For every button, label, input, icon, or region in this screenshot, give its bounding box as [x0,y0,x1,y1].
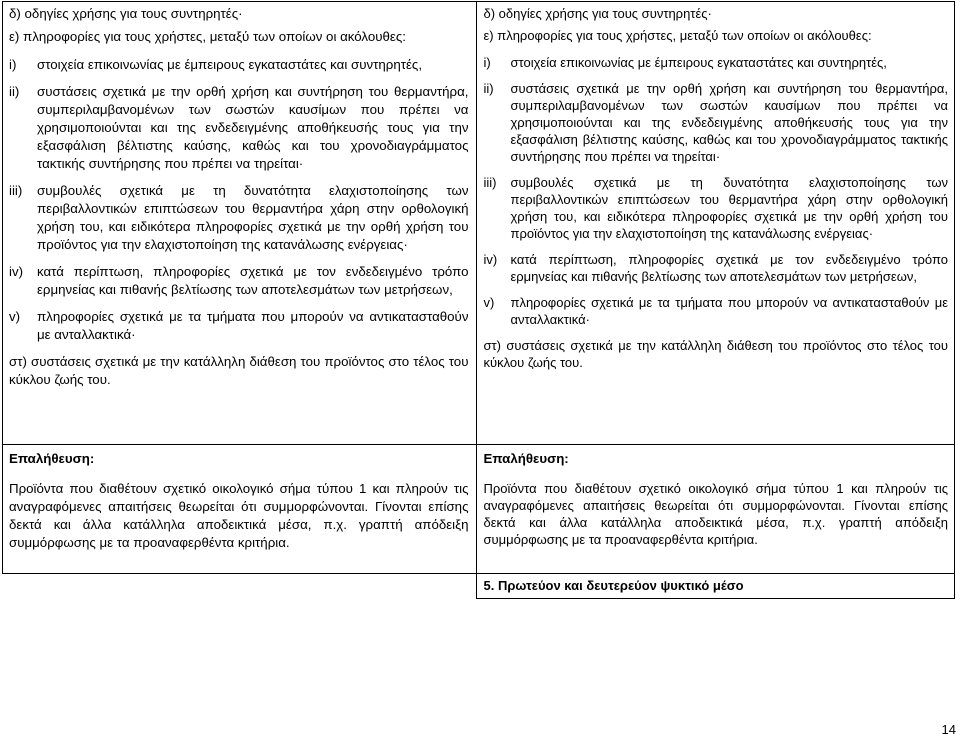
empty-cell [3,574,477,599]
left-subitem: i) στοιχεία επικοινωνίας με έμπειρους εγκαταστάτες και συντηρητές, [9,57,423,72]
right-item-d: δ) οδηγίες χρήσης για τους συντηρητές· [483,6,712,21]
section-title-cell [477,574,955,599]
right-subitem: i) στοιχεία επικοινωνίας με έμπειρους εγκαταστάτες και συντηρητές, [483,55,887,70]
left-item-e: ε) πληροφορίες για τους χρήστες, μεταξύ των οποίων οι ακόλουθες: [9,29,406,44]
left-subitem: v) πληροφορίες σχετικά με τα τμήματα που μπορούν να αντικατασταθούν με ανταλλακτικά· [9,309,469,342]
left-subitem: ii) συστάσεις σχετικά με την ορθή χρήση και συντήρηση του θερμαντήρα, συμπεριλαμβανομένων των σωστών καυσίμων που πρέπει να χρησιμοποιούνται και της ενδεδειγμένης αποθήκευσής τους για την εξασφάλιση βέλτιστης καύσης, καθώς και του χρονοδιαγράμματος τακτικής συντήρησης που πρέπει να τηρείται· [9,84,469,171]
right-item-e: ε) πληροφορίες για τους χρήστες, μεταξύ των οποίων οι ακόλουθες: [483,28,872,43]
page-number: 14 [941,722,956,737]
right-subitem: v) πληροφορίες σχετικά με τα τμήματα που μπορούν να αντικατασταθούν με ανταλλακτικά· [483,295,948,327]
left-verification-heading: Επαλήθευση: [9,451,95,466]
right-subitem: iii) συμβουλές σχετικά με τη δυνατότητα ελαχιστοποίησης των περιβαλλοντικών επιπτώσεων του θερμαντήρα χάρη στην ορθολογική χρήση του, και ειδικότερα πληροφορίες σχετικά με την ορθή χρήση του προϊόντος για την ελαχιστοποίηση της κατανάλωσης ενέργειας· [483,175,948,241]
left-item-d: δ) οδηγίες χρήσης για τους συντηρητές· [9,6,243,21]
right-verification-text: Προϊόντα που διαθέτουν σχετικό οικολογικό σήμα τύπου 1 και πληρούν τις αναγραφόμενες απαιτήσεις θεωρείται ότι συμμορφώνονται. Γίνονται επίσης δεκτά και άλλα κατάλληλα αποδεικτικά μέσα, π.χ. γραπτή απόδειξη συμμόρφωσης με τα προαναφερθέντα κριτήρια. [483,481,948,547]
comparison-table [2,1,955,599]
left-verification-text: Προϊόντα που διαθέτουν σχετικό οικολογικό σήμα τύπου 1 και πληρούν τις αναγραφόμενες απαιτήσεις θεωρείται ότι συμμορφώνονται. Γίνονται επίσης δεκτά και άλλα κατάλληλα αποδεικτικά μέσα, π.χ. γραπτή απόδειξη συμμόρφωσης με τα προαναφερθέντα κριτήρια. [9,481,469,550]
left-column-cell [3,2,477,445]
right-column-cell [477,2,955,445]
left-item-st: στ) συστάσεις σχετικά με την κατάλληλη διάθεση του προϊόντος στο τέλος του κύκλου ζωής του. [9,354,469,387]
section-title: 5. Πρωτεύον και δευτερεύον ψυκτικό μέσο [483,578,744,593]
left-verification-cell [3,445,477,574]
left-subitem: iv) κατά περίπτωση, πληροφορίες σχετικά με τον ενδεδειγμένο τρόπο ερμηνείας και πιθανής βελτίωσης των αποτελεσμάτων των μετρήσεων, [9,264,469,297]
right-subitem: iv) κατά περίπτωση, πληροφορίες σχετικά με τον ενδεδειγμένο τρόπο ερμηνείας και πιθανής βελτίωσης των αποτελεσμάτων των μετρήσεων, [483,252,948,284]
right-item-st: στ) συστάσεις σχετικά με την κατάλληλη διάθεση του προϊόντος στο τέλος του κύκλου ζωής του. [483,338,948,370]
right-subitem: ii) συστάσεις σχετικά με την ορθή χρήση και συντήρηση του θερμαντήρα, συμπεριλαμβανομένων των σωστών καυσίμων που πρέπει να χρησιμοποιούνται και της ενδεδειγμένης αποθήκευσής τους για την εξασφάλιση βέλτιστης καύσης, καθώς και του χρονοδιαγράμματος τακτικής συντήρησης που πρέπει να τηρείται· [483,81,948,164]
right-verification-heading: Επαλήθευση: [483,451,569,466]
right-verification-cell [477,445,955,574]
left-subitem: iii) συμβουλές σχετικά με τη δυνατότητα ελαχιστοποίησης των περιβαλλοντικών επιπτώσεων του θερμαντήρα χάρη στην ορθολογική χρήση του, και ειδικότερα πληροφορίες σχετικά με την ορθή χρήση του προϊόντος για την ελαχιστοποίηση της κατανάλωσης ενέργειας· [9,183,469,252]
